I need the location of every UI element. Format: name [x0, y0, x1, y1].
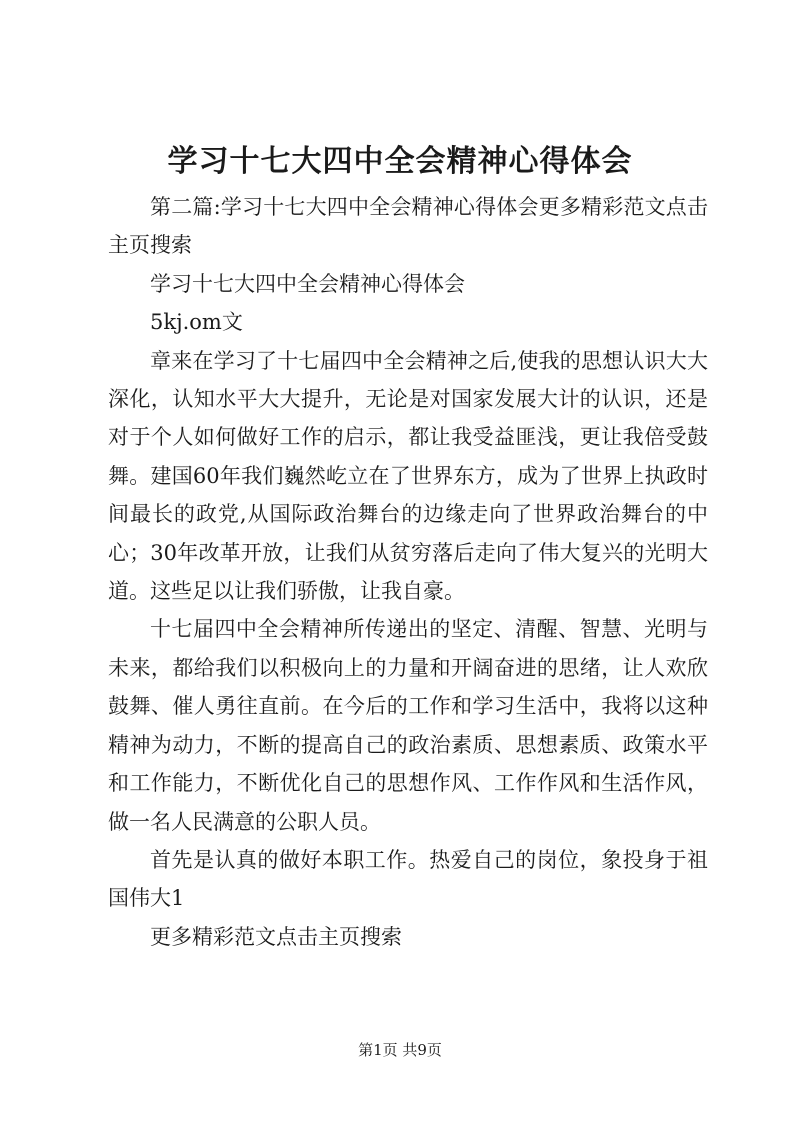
- paragraph-body-3: 首先是认真的做好本职工作。热爱自己的岗位，象投身于祖国伟大1: [108, 847, 708, 911]
- page-number: 第1页 共9页: [358, 1041, 442, 1059]
- page-footer: [0, 1040, 800, 1060]
- paragraph-body-1: 章来在学习了十七届四中全会精神之后,使我的思想认识大大深化，认知水平大大提升，无论是对国家发展大计的认识，还是对于个人如何做好工作的启示，都让我受益匪浅，更让我倍受鼓舞。建国60年我们巍然屹立在了世界东方，成为了世界上执政时间最长的政党,从国际政治舞台的边缘走向了世界政治舞台的中心；30年改革开放，让我们从贫穷落后走向了伟大复兴的光明大道。这些足以让我们骄傲，让我自豪。: [108, 348, 708, 604]
- paragraph-source: 5kj.om文: [150, 310, 243, 335]
- paragraph-body-2: 十七届四中全会精神所传递出的坚定、清醒、智慧、光明与未来，都给我们以积极向上的力量和开阔奋进的思绪，让人欢欣鼓舞、催人勇往直前。在今后的工作和学习生活中，我将以这种精神为动力，不断的提高自己的政治素质、思想素质、政策水平和工作能力，不断优化自己的思想作风、工作作风和生活作风，做一名人民满意的公职人员。: [108, 617, 708, 834]
- paragraph-subtitle: 学习十七大四中全会精神心得体会: [150, 271, 465, 296]
- document-body: [108, 188, 708, 956]
- paragraph-more-link: 更多精彩范文点击主页搜索: [150, 924, 402, 949]
- document-title: 学习十七大四中全会精神心得体会: [167, 144, 633, 179]
- paragraph-section-heading: 第二篇:学习十七大四中全会精神心得体会更多精彩范文点击主页搜索: [108, 195, 708, 258]
